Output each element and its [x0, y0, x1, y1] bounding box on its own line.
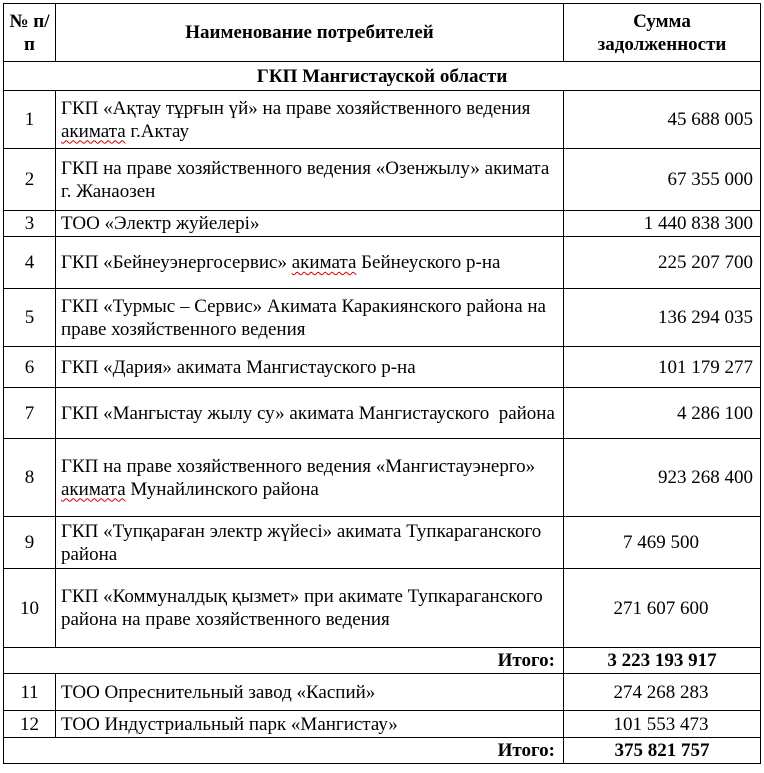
- table-row: [4, 211, 761, 237]
- row-name: ГКП на праве хозяйственного ведения «Мангистауэнерго» акимата Мунайлинского района: [56, 439, 564, 517]
- row-name: ТОО Опреснительный завод «Каспий»: [56, 674, 564, 711]
- row-amount: 101 553 473: [564, 711, 761, 738]
- row-amount: 225 207 700: [564, 237, 761, 289]
- table-row: [4, 674, 761, 711]
- row-amount: 136 294 035: [564, 289, 761, 347]
- table-row: [4, 388, 761, 439]
- row-num: 2: [4, 149, 56, 211]
- row-num: 4: [4, 237, 56, 289]
- table-row: [4, 711, 761, 738]
- table-row: [4, 289, 761, 347]
- total-row: [4, 648, 761, 674]
- row-amount: 1 440 838 300: [564, 211, 761, 237]
- row-amount: 923 268 400: [564, 439, 761, 517]
- table-row: [4, 237, 761, 289]
- total-label: Итого:: [4, 738, 564, 764]
- row-name: ГКП «Ақтау тұрғын үй» на праве хозяйственного ведения акимата г.Актау: [56, 91, 564, 149]
- table-row: [4, 91, 761, 149]
- row-amount: 271 607 600: [564, 569, 761, 648]
- row-name: ГКП «Турмыс – Сервис» Акимата Каракиянского района на праве хозяйственного ведения: [56, 289, 564, 347]
- total-row: [4, 738, 761, 764]
- table-row: [4, 569, 761, 648]
- row-num: 8: [4, 439, 56, 517]
- row-name: ГКП «Дария» акимата Мангистауского р-на: [56, 347, 564, 388]
- header-amount: Сумма задолженности: [564, 4, 761, 62]
- row-num: 10: [4, 569, 56, 648]
- row-name: ГКП на праве хозяйственного ведения «Озенжылу» акимата г. Жанаозен: [56, 149, 564, 211]
- total-amount: 3 223 193 917: [564, 648, 761, 674]
- row-num: 9: [4, 517, 56, 569]
- row-num: 11: [4, 674, 56, 711]
- row-name: ГКП «Тупқараған электр жүйесі» акимата Тупкараганского района: [56, 517, 564, 569]
- debt-table: [3, 3, 761, 764]
- row-amount: 67 355 000: [564, 149, 761, 211]
- row-name: ГКП «Бейнеуэнергосервис» акимата Бейнеуского р-на: [56, 237, 564, 289]
- total-label: Итого:: [4, 648, 564, 674]
- row-num: 1: [4, 91, 56, 149]
- row-name: ТОО «Электр жуйелері»: [56, 211, 564, 237]
- row-amount: 45 688 005: [564, 91, 761, 149]
- row-name: ГКП «Мангыстау жылу су» акимата Мангистауского района: [56, 388, 564, 439]
- table-row: [4, 517, 761, 569]
- row-num: 3: [4, 211, 56, 237]
- row-num: 5: [4, 289, 56, 347]
- row-amount: 274 268 283: [564, 674, 761, 711]
- row-amount: 101 179 277: [564, 347, 761, 388]
- row-name: ТОО Индустриальный парк «Мангистау»: [56, 711, 564, 738]
- header-num: № п/п: [4, 4, 56, 62]
- header-row: [4, 4, 761, 62]
- row-num: 7: [4, 388, 56, 439]
- total-amount: 375 821 757: [564, 738, 761, 764]
- header-name: Наименование потребителей: [56, 4, 564, 62]
- table-row: [4, 439, 761, 517]
- row-num: 12: [4, 711, 56, 738]
- table-row: [4, 149, 761, 211]
- table-row: [4, 347, 761, 388]
- row-amount: 7 469 500: [564, 517, 761, 569]
- row-amount: 4 286 100: [564, 388, 761, 439]
- row-name: ГКП «Коммуналдық қызмет» при акимате Тупкараганского района на праве хозяйственного ведения: [56, 569, 564, 648]
- section-title: ГКП Мангистауской области: [4, 62, 761, 91]
- section-row: [4, 62, 761, 91]
- row-num: 6: [4, 347, 56, 388]
